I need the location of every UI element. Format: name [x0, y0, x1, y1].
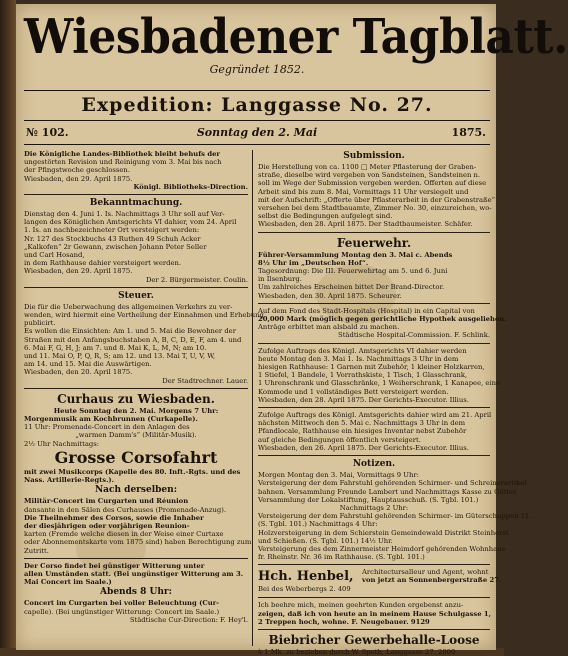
text-line: ungestörten Revision und Reinigung vom 3. Mai bis nach: [24, 158, 222, 167]
text-line: Wiesbaden, den 29. April 1875.: [24, 267, 133, 276]
text-line: hiesigen Rathhause: 1 Garnen mit Zubehör, 1 kleiner Holzkarren,: [258, 363, 485, 372]
corso-headline: Grosse Corsofahrt: [54, 447, 218, 467]
text-line: Bei des Weberbergs 2. 409: [258, 585, 351, 594]
hospital-notice: [258, 306, 507, 340]
text-line: soll im Wege der Submission vergeben werden. Offerten auf diese: [258, 179, 487, 188]
gewerbehalle-ad: [258, 633, 490, 656]
text-line: Wiesbaden, den 30. April 1875. Scheurer.: [258, 291, 402, 300]
text-line: Wiesbaden, den 26. April 1875. Der Gerichts-Executor. Illius.: [258, 443, 469, 452]
text-line: Morgenmusik am Kochbrunnen (Curkapelle).: [24, 415, 198, 424]
text-line: fr. Rheinstr. Nr. 36 im Rathhause. (S. Tgbl. 101.): [258, 553, 425, 562]
text-line: Militär-Concert im Curgarten und Réunion: [24, 497, 189, 506]
section-separator: [24, 194, 248, 195]
text-line: 6. Mai F, G, H, J; am 7. und 8. Mai K, L, M, N; am 10.: [24, 343, 207, 352]
text-line: bahnen. Versammlung Freunde Lambert und Nachmittags Kasse zu Gütler.: [258, 487, 518, 496]
section-heading: Curhaus zu Wiesbaden.: [57, 391, 215, 406]
text-line: Königl. Bibliotheks-Direction.: [133, 182, 248, 191]
text-line: Städtische Hospital-Commission. F. Schlink.: [338, 331, 490, 340]
section-heading: Feuerwehr.: [336, 235, 412, 250]
section-separator: [24, 287, 248, 288]
text-line: selbst die Bedingungen aufgelegt sind.: [258, 212, 393, 221]
text-line: heute Montag den 3. Mai 1. Is. Nachmittags 3 Uhr in dem: [258, 354, 459, 363]
text-line: wenden, wird hiermit eine Vertheilung der Einnahmen und Erhebung: [24, 311, 264, 320]
text-line: Versteigerung der dem Fahrstuhl gehörenden Schirmer- im Güterschuppen 11.: [258, 512, 532, 521]
text-line: Die Königliche Landes-Bibliothek bleibt behufs der: [24, 150, 221, 158]
masthead-rule: [24, 90, 490, 91]
dateline: [24, 126, 490, 142]
section-subheading: Abends 8 Uhr:: [100, 587, 172, 598]
text-line: Zufolge Auftrags des Königl. Amtsgerichts dahier wird am 21. April: [258, 411, 492, 420]
section-separator: [258, 597, 490, 598]
text-line: Versteigerung der dem Fahrstuhl gehörenden Schirmer- und Schreinerartikel: [258, 479, 527, 488]
bekanntmachung-notice: [24, 198, 248, 284]
text-line: Versammlung der Lokalstiftung, Hauptausschuß. (S. Tgbl. 101.): [258, 495, 479, 504]
notizen-notice: [258, 459, 532, 562]
section-separator: [258, 455, 490, 456]
issue-year: 1875.: [451, 126, 486, 139]
text-line: Anträge erbittet man alsbald zu machen.: [258, 323, 400, 332]
text-line: Es wollen die Einsichten: Am 1. und 5. Mai die Bewohner der: [24, 327, 236, 336]
text-line: in Ilsenburg.: [258, 275, 302, 284]
text-line: zeigen, daß ich von heute an in meinem Hause Schulgasse 1,: [258, 609, 491, 618]
text-line: Wiesbaden, den 28. April 1875. Der Gerichts-Executor. Illius.: [258, 395, 469, 404]
text-line: Ich beehre mich, meinen geehrten Kunden ergebenst anzu-: [258, 601, 464, 610]
text-line: versehen bei dem Stadtbauamte, Zimmer No. 30, einzureichen, wo-: [258, 204, 492, 213]
text-line: 1. Is. an nachbezeichneter Ort versteigert werden:: [24, 226, 200, 235]
text-line: allen Umständen statt. (Bei ungünstiger Witterung am 3.: [24, 569, 244, 578]
section-separator: [24, 558, 248, 559]
text-line: straße, dieselbe wird vergeben von Sandsteinen, Sandsteinen n.: [258, 171, 481, 180]
text-line: Der 2. Bürgermeister. Coulin.: [145, 275, 248, 284]
text-line: Der Stadtrechner. Lauer.: [162, 376, 248, 385]
section-heading: Biebricher Gewerbehalle-Loose: [268, 632, 480, 647]
dateline-rule: [24, 144, 490, 145]
text-line: Städtische Cur-Direction: F. Hey'l.: [129, 615, 248, 624]
text-line: Führer-Versammlung Montag den 3. Mai c. Abends: [258, 250, 453, 259]
curhaus-notice: [24, 391, 252, 624]
newspaper-title: Wiesbadener Tagblatt.: [24, 9, 568, 65]
section-heading: Bekanntmachung.: [89, 198, 183, 209]
text-line: in dem Rathhause dahier versteigert werden.: [24, 259, 182, 268]
text-line: Zutritt.: [24, 546, 49, 555]
text-line: Kommode und 1 vollständiges Bett versteigert werden.: [258, 387, 449, 396]
section-separator: [258, 343, 490, 344]
text-line: und 11. Mai O, P, Q, R, S; am 12. und 13. Mai T, U, V, W,: [24, 352, 216, 361]
text-line: dansante in den Sälen des Curhauses (Promenade-Anzug).: [24, 505, 227, 514]
section-separator: [24, 388, 248, 389]
text-line: „Kalkofen“ 2r Gewann, zwischen Johann Peter Seller: [24, 242, 207, 251]
text-line: „warmen Damm's“ (Militär-Musik).: [75, 431, 197, 440]
text-line: 1 Uhrenschrank und Glasschränke, 1 Weiherschrank, 1 Kanapee, eine: [258, 379, 501, 388]
text-line: von jetzt an Sonnenbergerstraße 27.: [362, 576, 502, 585]
masthead: [24, 9, 568, 88]
text-line: mit der Aufschrift: „Offerte über Pflasterarbeit in der Grabenstraße“: [258, 195, 496, 204]
text-line: mit zwei Musikcorps (Kapelle des 80. Inft.-Rgts. und des: [24, 467, 241, 476]
text-line: 8½ Uhr im „Deutschen Hof“.: [258, 258, 369, 267]
text-line: Die Theilnehmer des Corsos, sowie die Inhaber: [24, 513, 204, 522]
section-separator: [258, 407, 490, 408]
text-line: (S. Tgbl. 101.) Nachmittags 4 Uhr:: [258, 520, 378, 529]
expedition-rule: [24, 120, 490, 121]
text-line: Nass. Artillerie-Regts.).: [24, 476, 115, 485]
steuer-notice: [24, 290, 264, 385]
text-line: Wiesbaden, den 20. April 1875.: [24, 368, 133, 377]
text-line: 1 Stiefel, 1 Bandele, 1 Vorrathskiste, 1 Tisch, 1 Glasschrank,: [258, 371, 468, 380]
text-line: Pfandlocale, Rathhause ein hiesiges Inventar nebst Zubehör: [258, 427, 467, 436]
section-separator: [258, 232, 490, 233]
section-heading: Notizen.: [352, 459, 396, 470]
advertiser-name: Hch. Henbel,: [258, 569, 354, 585]
text-line: Straßen mit den Anfangsbuchstaben A, B, C, D, E, F, am 4. und: [24, 335, 242, 344]
founded-line: Gegründet 1852.: [209, 63, 305, 76]
expedition-line: Expedition: Langgasse No. 27.: [81, 94, 433, 116]
amtsgericht-notice: [258, 346, 501, 404]
bibliothek-notice: [24, 150, 248, 191]
text-line: oder Abonnementskarte vom 1875 sind) haben Berechtigung zum: [24, 538, 252, 547]
text-line: Arbeit sind bis zum 8. Mai, Vormittags 11 Uhr versiegelt und: [258, 187, 469, 196]
text-line: und Schießen. (S. Tgbl. 101.) 14½ Uhr.: [258, 536, 393, 545]
text-line: Heute Sonntag den 2. Mai. Morgens 7 Uhr:: [53, 406, 219, 415]
text-line: Um zahlreiches Erscheinen bittet Der Brand-Director.: [258, 283, 445, 292]
feuerwehr-notice: [258, 236, 490, 300]
newspaper-page: [16, 4, 568, 656]
text-line: Wiesbaden, den 29. April 1875.: [24, 174, 133, 183]
submission-notice: [258, 151, 496, 229]
text-line: Concert im Curgarten bei voller Beleuchtung (Cur-: [24, 599, 220, 608]
text-line: und Carl Hosand,: [24, 251, 85, 260]
left-column: [24, 150, 264, 646]
book-spine: [0, 0, 16, 656]
text-line: am 14. und 15. Mai die Auswärtigen.: [24, 360, 152, 369]
schulgasse-ad: [258, 601, 490, 626]
text-line: Die Herstellung von ca. 1100 □ Meter Pflasterung der Graben-: [258, 163, 477, 171]
text-line: Auf dem Fond des Stadt-Hospitals (Hospital) in ein Capital von: [258, 306, 475, 315]
text-line: auf gleiche Bedingungen öffentlich versteigert.: [258, 435, 421, 444]
section-heading: Steuer.: [118, 290, 154, 301]
issue-date: Sonntag den 2. Mai: [196, 126, 318, 139]
text-line: Nr. 127 des Stockbuchs 43 Ruthen 49 Schuh Acker: [24, 234, 201, 243]
text-line: der Pfingstwoche geschlossen.: [24, 166, 130, 175]
text-line: Mai Concert im Saale.): [24, 578, 112, 587]
text-line: 2½ Uhr Nachmittags:: [24, 439, 100, 448]
text-line: karten (Fremde welche diesen in der Weise einer Curtaxe: [24, 530, 224, 539]
text-line: Zufolge Auftrags des Königl. Amtsgerichts VI dahier werden: [258, 346, 467, 355]
text-line: Der Corso findet bei günstiger Witterung unter: [24, 561, 205, 570]
text-line: Dienstag den 4. Juni 1. Is. Nachmittags 3 Uhr soll auf Ver-: [24, 210, 225, 219]
text-line: Tagesordnung: Die III. Feuerwehrtag am 5. und 6. Juni: [258, 267, 448, 276]
henbel-ad: [258, 568, 502, 594]
auftrag-notice: [258, 411, 490, 452]
text-line: langen des Königlichen Amtsgerichts VI dahier, vom 24. April: [24, 218, 237, 227]
text-line: Nachmittags 2 Uhr:: [339, 503, 409, 512]
text-line: Die für die Ueberwachung des allgemeinen Verkehrs zu ver-: [24, 302, 233, 311]
section-heading: Submission.: [343, 151, 405, 161]
section-separator: [258, 303, 490, 304]
text-line: capelle). (Bei ungünstiger Witterung: Concert im Saale.): [24, 607, 220, 616]
text-line: Wiesbaden, den 28. April 1875. Der Stadtbaumeister. Schäfer.: [258, 220, 473, 229]
section-subheading: Nach derselben:: [94, 485, 178, 496]
text-line: Holzversteigerung in dem Schierstein Gemeindewald Distrikt Steinhorst: [258, 528, 509, 537]
text-line: nächsten Mittwoch den 5. Mai c. Nachmittags 3 Uhr in dem: [258, 419, 466, 428]
text-line: der diesjährigen oder vorjährigen Reunion-: [24, 521, 190, 530]
text-line: Architectursalleur und Agent, wohnt: [362, 568, 489, 577]
text-line: à 1 Mk. zu beziehen durch W. Speth, Langgasse 27. 2000: [258, 647, 456, 656]
section-separator: [258, 564, 490, 565]
column-divider: [252, 150, 253, 646]
text-line: 2 Treppen hoch, wohne. F. Neugebauer. 9129: [258, 617, 430, 626]
right-column: [258, 150, 532, 656]
text-line: Morgen Montag den 3. Mai, Vormittags 9 Uhr:: [258, 471, 419, 480]
text-line: publicirt.: [24, 319, 56, 328]
text-line: 20,000 Mark (möglich gegen gerichtliche Hypothek ausgeliehen.: [258, 315, 507, 324]
text-line: Versteigerung des dem Zinnermeister Heimdorf gehörenden Wohnhaus: [258, 544, 506, 553]
issue-number: № 102.: [26, 126, 69, 139]
section-separator: [258, 629, 490, 630]
text-line: 11 Uhr: Promenade-Concert in den Anlagen des: [24, 423, 190, 432]
